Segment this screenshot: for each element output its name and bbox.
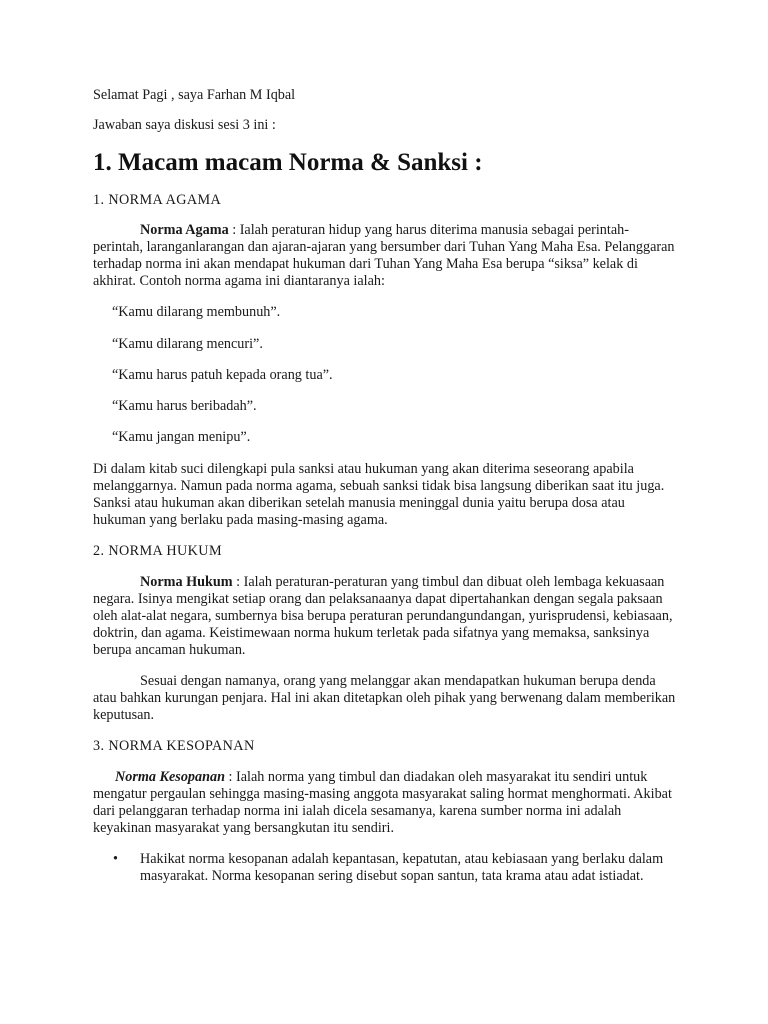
paragraph-hukum xyxy=(93,574,678,659)
example-item: “Kamu harus beribadah”. xyxy=(112,398,257,414)
section-title-kesopanan: 3. NORMA KESOPANAN xyxy=(93,738,255,754)
paragraph-hukum-second: Sesuai dengan namanya, orang yang melanggar akan mendapatkan hukuman berupa denda atau bahkan kurungan penjara. Hal ini akan ditetapkan oleh pihak yang berwenang dalam memberikan keputusan. xyxy=(93,673,676,723)
list-item xyxy=(93,851,678,885)
lead-term-agama: Norma Agama xyxy=(140,222,229,238)
example-item: “Kamu jangan menipu”. xyxy=(112,429,251,445)
lead-term-hukum: Norma Hukum xyxy=(140,574,233,590)
example-item: “Kamu dilarang membunuh”. xyxy=(112,304,281,320)
section-title-agama: 1. NORMA AGAMA xyxy=(93,192,222,208)
example-item: “Kamu harus patuh kepada orang tua”. xyxy=(112,367,333,383)
bullet-icon: • xyxy=(113,851,118,867)
paragraph-hukum-body: : Ialah peraturan-peraturan yang timbul dan dibuat oleh lembaga kekuasaan negara. Isinya mengikat setiap orang dan pelaksanaanya dapat dipertahankan dengan segala paksaan oleh alat-alat negara, sumbernya bisa berupa peraturan perundangundangan, yurisprudensi, kebiasaan, doktrin, dan agama. Keistimewaan norma hukum terletak pada sifatnya yang memaksa, sanksinya berupa ancaman hukuman. xyxy=(93,574,673,658)
lead-term-kesopanan: Norma Kesopanan xyxy=(115,769,225,785)
paragraph-kesopanan xyxy=(93,769,678,837)
intro-line: Jawaban saya diskusi sesi 3 ini : xyxy=(93,117,276,133)
greeting-line: Selamat Pagi , saya Farhan M Iqbal xyxy=(93,87,296,103)
section-title-hukum: 2. NORMA HUKUM xyxy=(93,543,222,559)
bullet-list xyxy=(93,851,678,885)
paragraph-kesopanan-body: : Ialah norma yang timbul dan diadakan oleh masyarakat itu sendiri untuk mengatur pergaulan sehingga masing-masing anggota masyarakat saling hormat menghormati. Akibat dari pelanggaran terhadap norma ini ialah dicela sesamanya, karena sumber norma ini adalah keyakinan masyarakat yang bersangkutan itu sendiri. xyxy=(93,769,672,836)
paragraph-agama xyxy=(93,222,678,290)
example-item: “Kamu dilarang mencuri”. xyxy=(112,336,263,352)
bullet-text: Hakikat norma kesopanan adalah kepantasan, kepatutan, atau kebiasaan yang berlaku dalam masyarakat. Norma kesopanan sering disebut sopan santun, tata krama atau adat istiadat. xyxy=(140,851,664,884)
paragraph-agama-closing: Di dalam kitab suci dilengkapi pula sanksi atau hukuman yang akan diterima seseorang apabila melanggarnya. Namun pada norma agama, sebuah sanksi tidak bisa langsung diberikan saat itu juga. Sanksi atau hukuman akan diberikan setelah manusia meninggal dunia yaitu berupa dosa atau hukuman yang berlaku pada masing-masing agama. xyxy=(93,461,665,528)
paragraph-agama-body: : Ialah peraturan hidup yang harus diterima manusia sebagai perintah-perintah, laranganlarangan dan ajaran-ajaran yang bersumber dari Tuhan Yang Maha Esa. Pelanggaran terhadap norma ini akan mendapat hukuman dari Tuhan Yang Maha Esa berupa “siksa” kelak di akhirat. Contoh norma agama ini diantaranya ialah: xyxy=(93,222,675,289)
main-heading: 1. Macam macam Norma & Sanksi : xyxy=(93,149,483,176)
